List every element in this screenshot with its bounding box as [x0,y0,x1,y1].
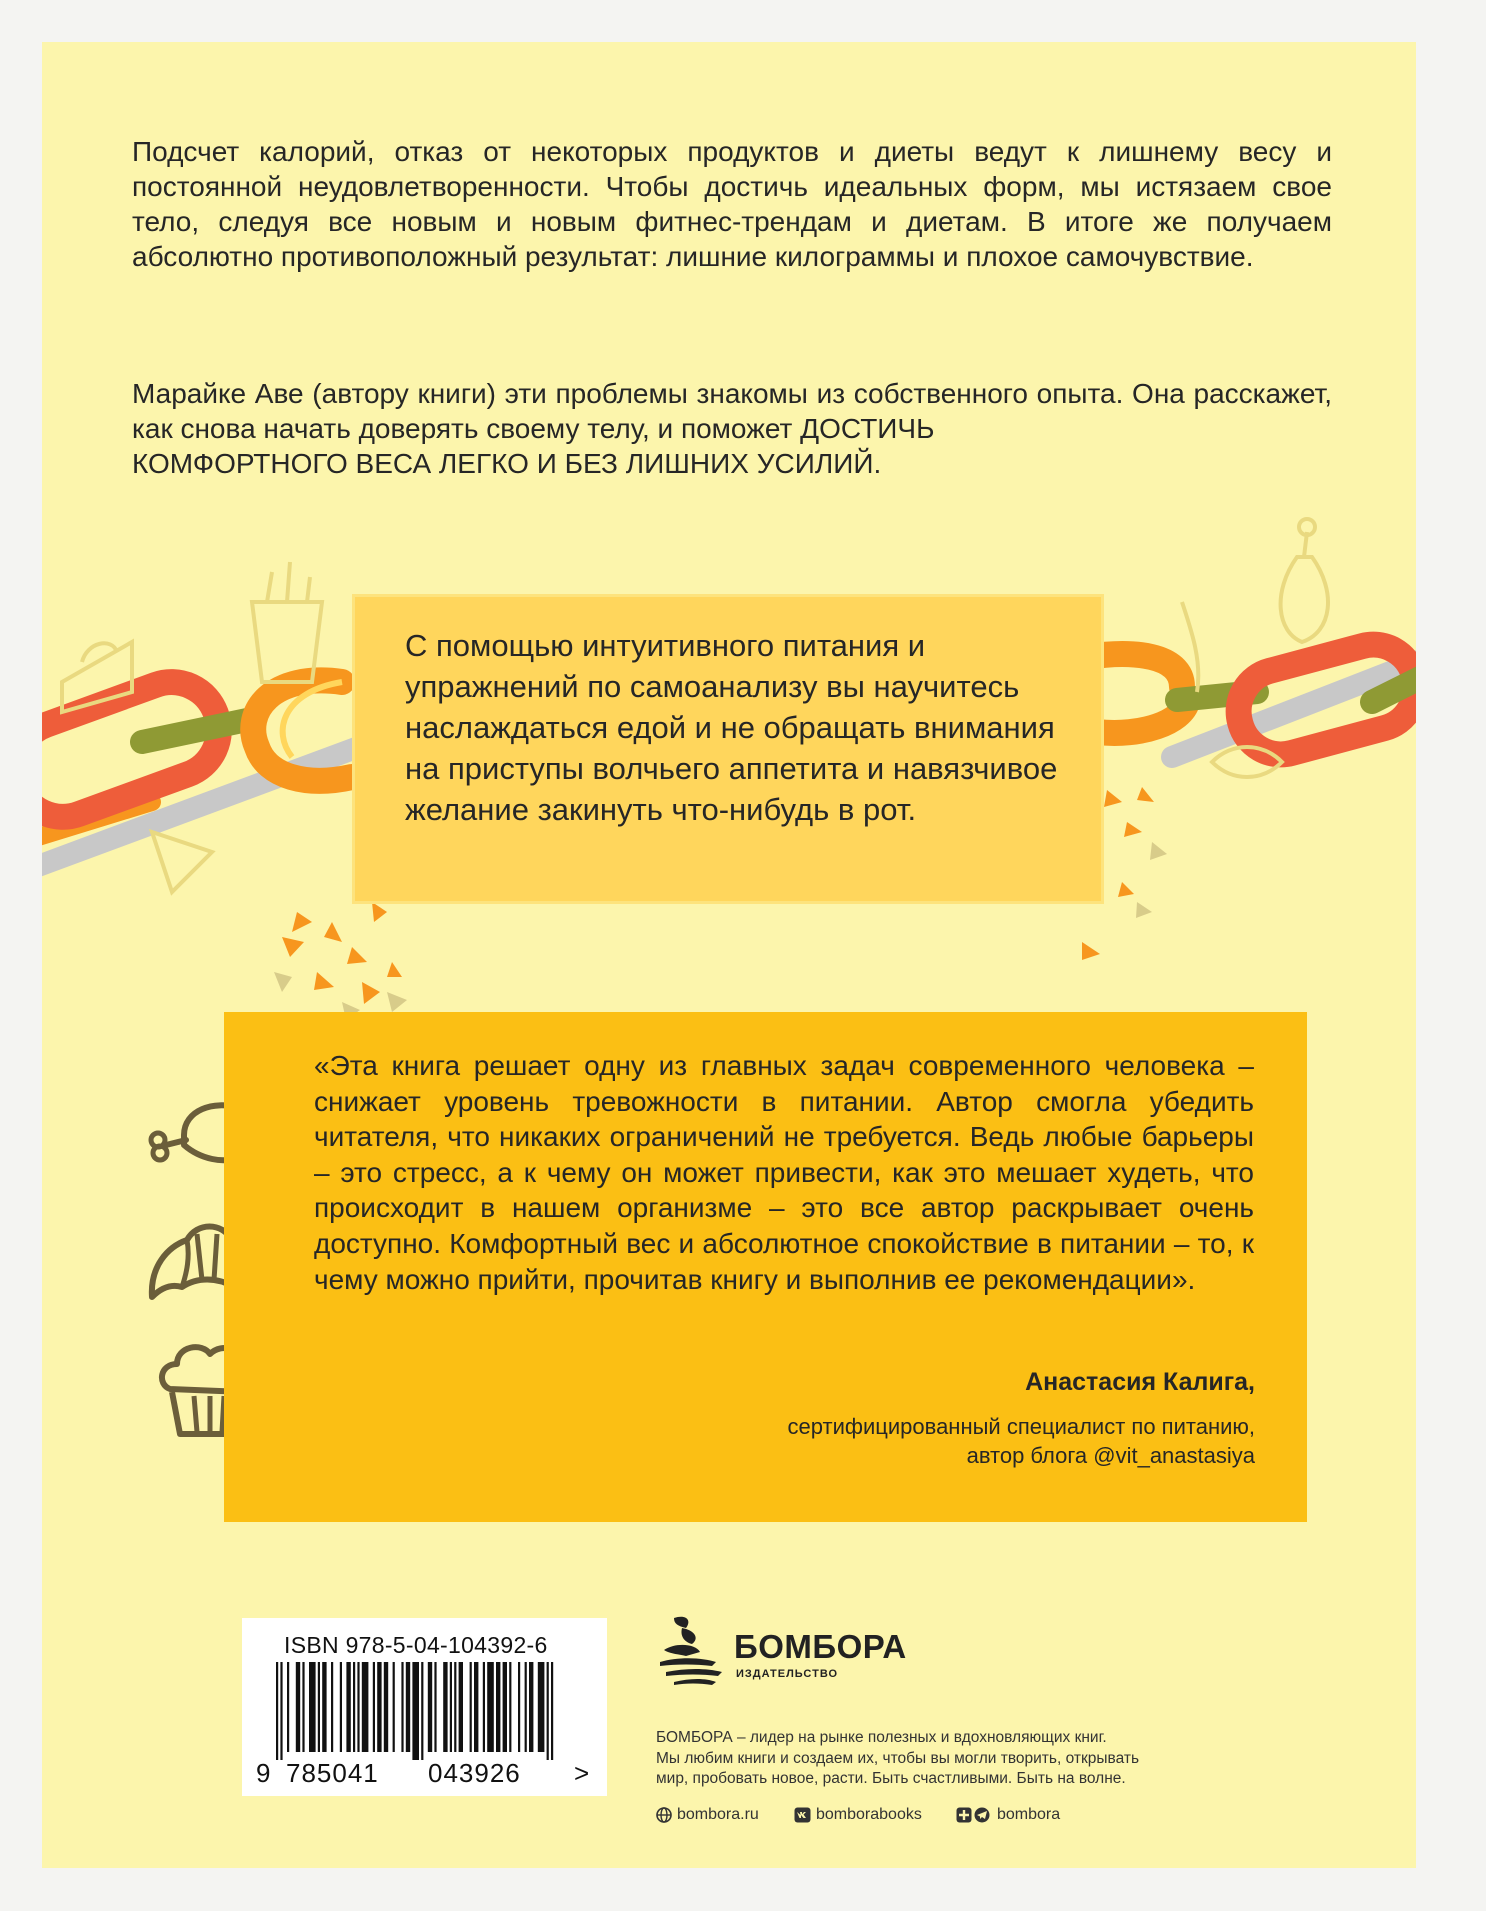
barcode-bar [547,1662,549,1760]
barcode-bar [309,1662,316,1752]
highlight-text: С помощью интуитивного питания и упражнений по самоанализу вы научитесь наслаждаться едой и не обращать внимания на приступы волчьего аппетита и навязчивое желание закинуть что-нибудь в рот. [405,628,1058,827]
barcode-bar [470,1662,472,1752]
barcode-bar [421,1662,423,1760]
barcode-bars [256,1662,601,1760]
barcode-bar [296,1662,300,1752]
author-role-line-1: сертифицированный специалист по питанию, [787,1414,1255,1439]
link-telegram-label: bombora [997,1806,1061,1823]
barcode-bar [362,1662,369,1752]
vk-icon [794,1807,811,1823]
barcode-bar [450,1662,452,1752]
barcode-digits-left: 785041 [286,1758,379,1788]
barcode-bar [346,1662,350,1752]
barcode-bar [401,1662,403,1752]
isbn-label: ISBN 978-5-04-104392-6 [284,1632,548,1658]
chain-shards-left [282,902,402,1004]
barcode-digits-right: 043926 [428,1758,521,1788]
barcode-bar [287,1662,289,1752]
review-box [224,1012,1307,1522]
barcode-bar [353,1662,355,1752]
publisher-desc-line-1: БОМБОРА – лидер на рынке полезных и вдохновляющих книг. [656,1729,1107,1746]
link-website-label: bombora.ru [677,1806,759,1823]
barcode-bar [357,1662,359,1752]
barcode-bar [318,1662,320,1752]
barcode-bar [525,1662,527,1752]
barcode-bar [483,1662,485,1752]
barcode-bar [434,1662,436,1752]
review-author: Анастасия Калига, [1025,1368,1255,1396]
barcode-bar [331,1662,333,1752]
author-role-line-2: автор блога @vit_anastasiya [966,1443,1255,1468]
barcode-bar [474,1662,478,1752]
barcode-bar [276,1662,278,1760]
link-website[interactable] [656,1806,759,1824]
intro-paragraph-2-caps: КОМФОРТНОГО ВЕСА ЛЕГКО И БЕЗ ЛИШНИХ УСИЛИЙ. [132,448,882,479]
barcode-digit-first: 9 [256,1758,272,1788]
telegram-icon [956,1807,992,1823]
barcode-bar [551,1662,553,1760]
globe-icon [656,1807,672,1823]
barcode-bar [322,1662,326,1752]
highlight-box [352,594,1104,904]
barcode-bar [496,1662,500,1752]
publisher-desc-line-3: мир, пробовать новое, расти. Быть счастливыми. Быть на волне. [656,1770,1126,1787]
barcode-bar [509,1662,511,1752]
publisher-desc-line-2: Мы любим книги и создаем их, чтобы вы могли творить, открывать [656,1749,1140,1767]
link-vk-label: bomborabooks [816,1806,922,1823]
barcode-bar [503,1662,507,1752]
barcode-bar [529,1662,533,1752]
barcode-bar [412,1662,419,1760]
barcode-bar [406,1662,410,1752]
isbn-barcode [242,1618,607,1796]
barcode-bar [280,1662,282,1760]
link-telegram[interactable] [956,1806,1060,1824]
barcode-bar [518,1662,520,1752]
review-author-role [555,1412,1255,1470]
barcode-bar [428,1662,432,1752]
barcode-bar [538,1662,545,1752]
barcode-arrow: > [574,1758,591,1788]
barcode-bar [393,1662,395,1752]
publisher-description [656,1728,1176,1790]
barcode-bar [384,1662,388,1752]
back-cover [42,42,1416,1868]
bombora-logo-icon [656,1610,736,1690]
link-vk[interactable] [794,1806,922,1824]
publisher-name: БОМБОРА [734,1628,907,1665]
barcode-bar [454,1662,456,1752]
intro-paragraph-1: Подсчет калорий, отказ от некоторых продуктов и диеты ведут к лишнему весу и постоянной неудовлетворенности. Чтобы достичь идеальных форм, мы истязаем свое тело, следуя все новым и новым фитнес-трендам и диетам. В итоге же получаем абсолютно противоположный результат: лишние килограммы и плохое самочувствие. [132,136,1332,272]
review-quote: «Эта книга решает одну из главных задач современного человека – снижает уровень тревожности в питании. Автор смогла убедить читателя, что никаких ограничений не требуется. Ведь любые барьеры – это стресс, а к чему он может привести, как это мешает худеть, что происходит в нашем организме – это все автор раскрывает очень доступно. Комфортный вес и абсолютное спокойствие в питании – то, к чему можно прийти, прочитав книгу и выполнив ее рекомендации». [314,1050,1254,1295]
barcode-bar [373,1662,375,1752]
barcode-bar [487,1662,494,1752]
barcode-bar [377,1662,381,1752]
barcode-bar [443,1662,447,1752]
barcode-bar [302,1662,304,1752]
publisher-links [656,1806,1176,1830]
intro-paragraph-2-text: Марайке Аве (автору книги) эти проблемы знакомы из собственного опыта. Она расскажет, как снова начать доверять своему телу, и поможет ДОСТИЧЬ [132,378,1332,444]
barcode-bar [340,1662,342,1752]
barcode-bar [459,1662,463,1752]
publisher-subtitle: ИЗДАТЕЛЬСТВО [736,1668,839,1680]
